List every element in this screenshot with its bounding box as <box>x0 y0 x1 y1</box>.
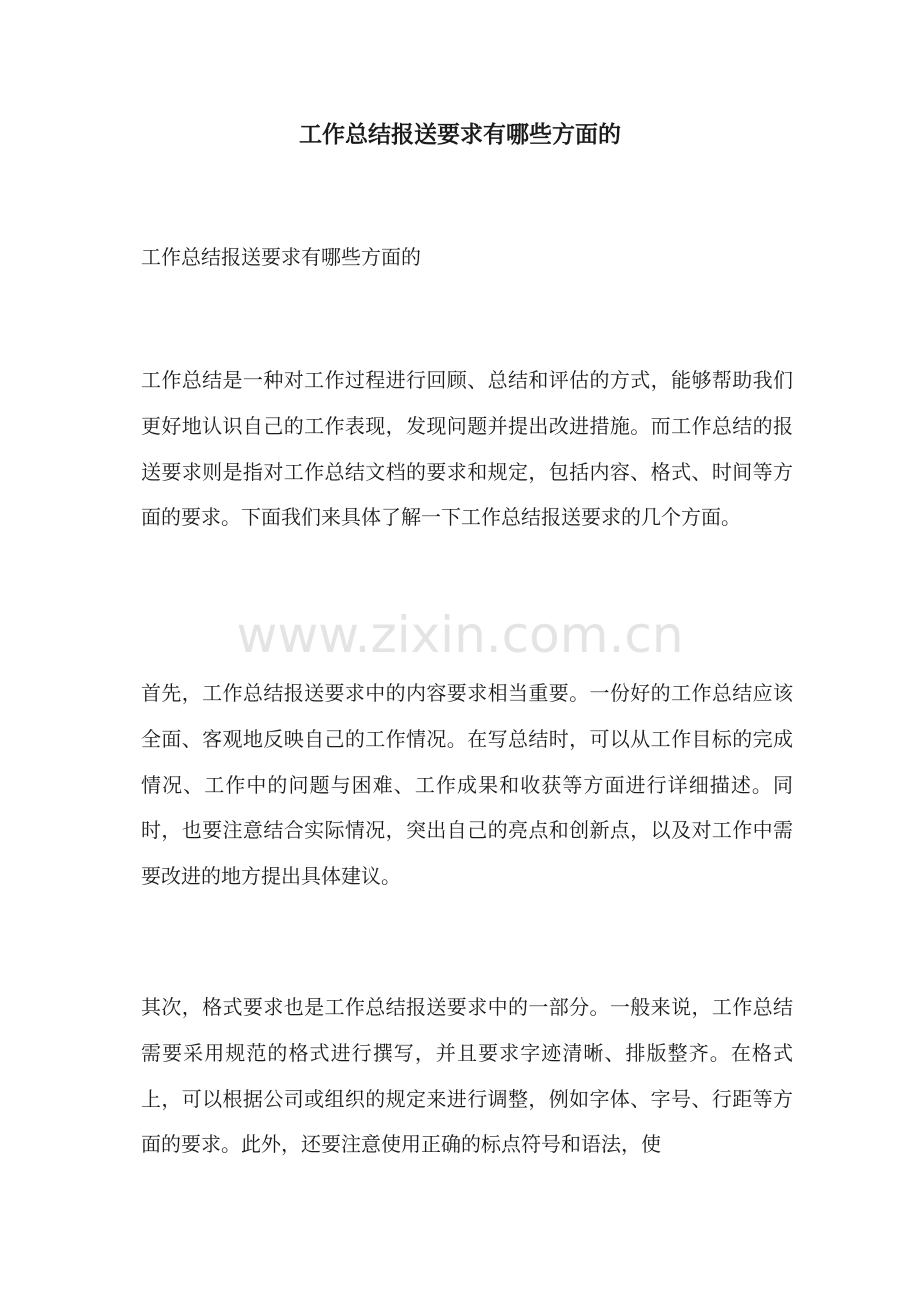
document-subtitle: 工作总结报送要求有哪些方面的 <box>141 245 421 269</box>
paragraph-content-requirements: 首先，工作总结报送要求中的内容要求相当重要。一份好的工作总结应该全面、客观地反映自己的工作情况。在写总结时，可以从工作目标的完成情况、工作中的问题与困难、工作成果和收获等方面进行详细描述。同时，也要注意结合实际情况，突出自己的亮点和创新点，以及对工作中需要改进的地方提出具体建议。 <box>141 681 793 889</box>
watermark: www.zixin.com.cn <box>236 606 684 664</box>
paragraph-format-requirements: 其次，格式要求也是工作总结报送要求中的一部分。一般来说，工作总结需要采用规范的格式进行撰写，并且要求字迹清晰、排版整齐。在格式上，可以根据公司或组织的规定来进行调整，例如字体、字号、行距等方面的要求。此外，还要注意使用正确的标点符号和语法，使 <box>141 995 793 1157</box>
document-title: 工作总结报送要求有哪些方面的 <box>299 121 621 148</box>
paragraph-intro: 工作总结是一种对工作过程进行回顾、总结和评估的方式，能够帮助我们更好地认识自己的工作表现，发现问题并提出改进措施。而工作总结的报送要求则是指对工作总结文档的要求和规定，包括内容、格式、时间等方面的要求。下面我们来具体了解一下工作总结报送要求的几个方面。 <box>141 368 793 530</box>
